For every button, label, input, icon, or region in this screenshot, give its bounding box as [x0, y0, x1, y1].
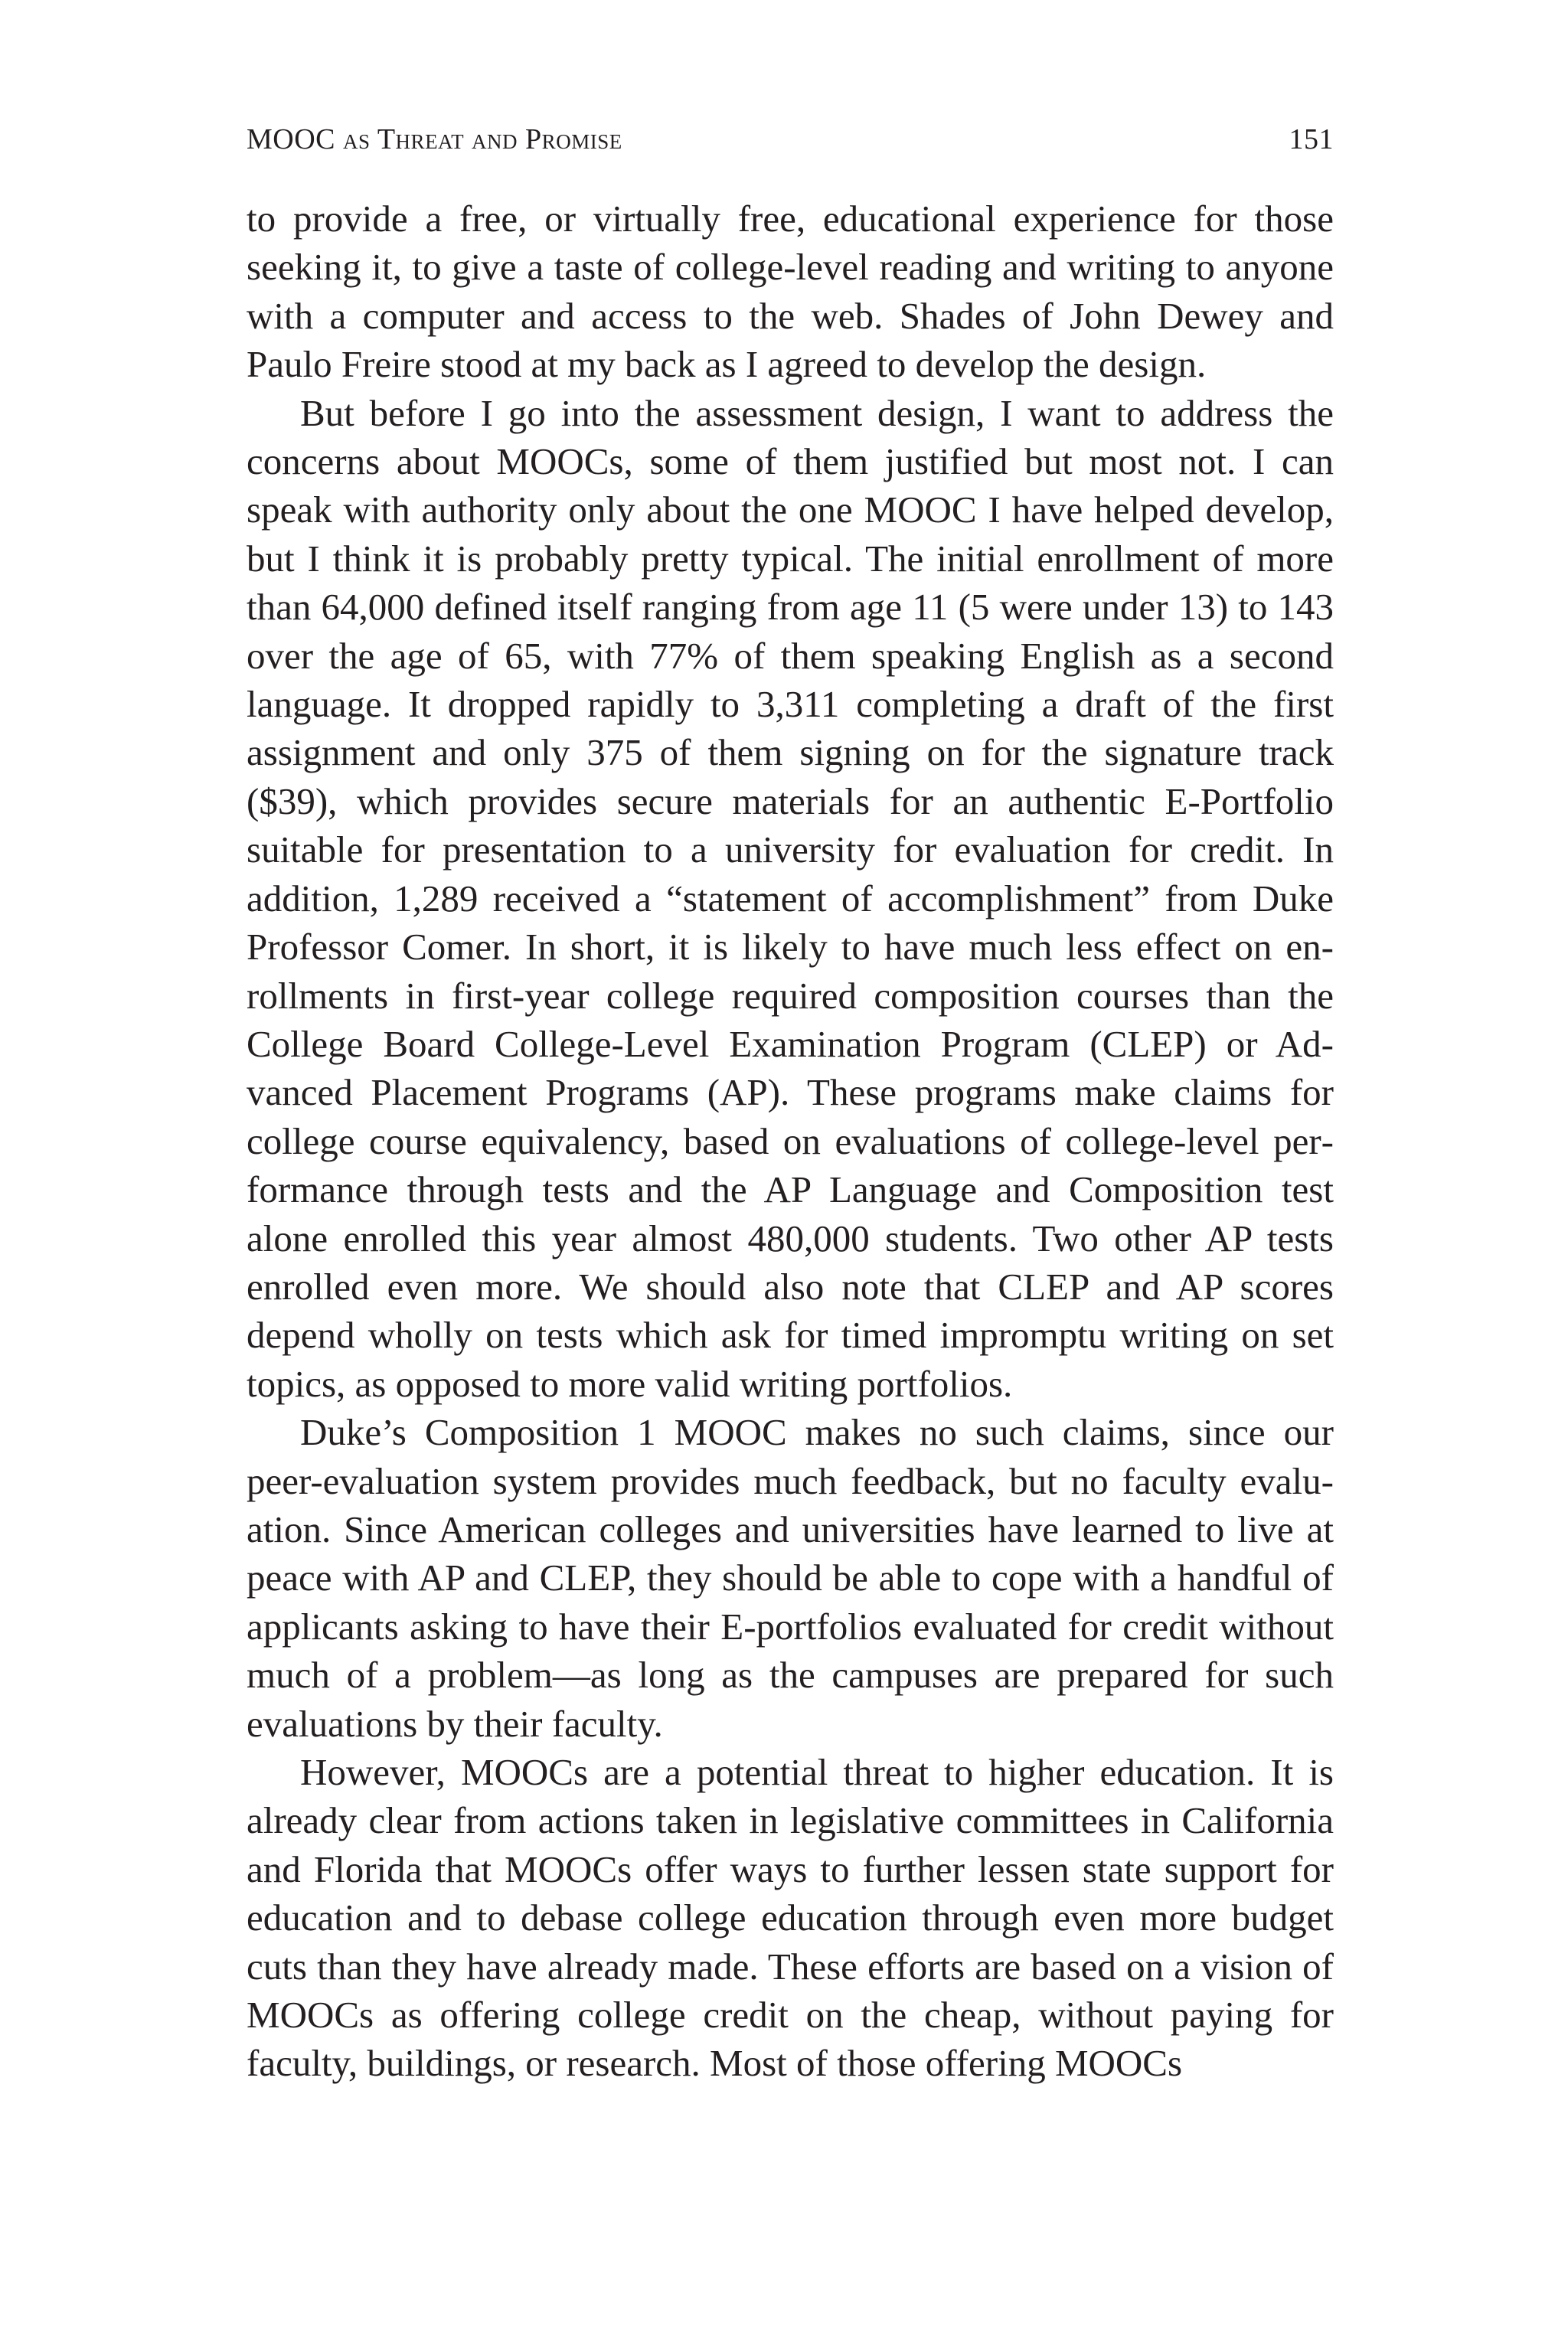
body-text [247, 194, 1334, 2088]
paragraph-mooc-threat: However, MOOCs are a potential threat to higher education. It is already clear from actions taken in legislative committees in California and Florida that MOOCs offer ways to further lessen state support for education and to debase college education through even more budget cuts than they have already made. These efforts are based on a vision of MOOCs as offering college credit on the cheap, without paying for faculty, buildings, or research. Most of those offering MOOCs [247, 1751, 1334, 2085]
paragraph-duke-composition: Duke’s Composition 1 MOOC makes no such claims, since our peer-evaluation system provides much feedback, but no faculty evaluation. Since American colleges and universities have learned to live at peace with AP and CLEP, they should be able to cope with a handful of applicants asking to have their E-portfolios evaluated for credit without much of a problem—as long as the campuses are prepared for such evaluations by their faculty. [247, 1411, 1334, 1745]
running-head [247, 121, 1334, 158]
running-title: MOOC as Threat and Promise [247, 123, 622, 155]
book-page [247, 121, 1334, 2088]
paragraph-mooc-concerns: But before I go into the assessment design, I want to address the concerns about MOOCs, some of them justified but most not. I can speak with authority only about the one MOOC I have helped develop, but I think it is probably pretty typical. The initial enrollment of more than 64,000 defined itself ranging from age 11 (5 were under 13) to 143 over the age of 65, with 77% of them speaking English as a second language. It dropped rapidly to 3,311 completing a draft of the first assignment and only 375 of them signing on for the signature track ($39), which provides secure materials for an authentic E-Portfolio suitable for presentation to a university for evaluation for credit. In addition, 1,289 received a “statement of accomplishment” from Duke Professor Comer. In short, it is likely to have much less effect on enrollments in first-year college required composition courses than the College Board College-Level Examination Program (CLEP) or Advanced Placement Programs (AP). These programs make claims for college course equivalency, based on evaluations of college-level performance through tests and the AP Language and Composition test alone enrolled this year almost 480,000 students. Two other AP tests enrolled even more. We should also note that CLEP and AP scores depend wholly on tests which ask for timed impromptu writing on set topics, as opposed to more valid writing portfolios. [247, 391, 1334, 1405]
page-number: 151 [1289, 123, 1334, 155]
paragraph-continued: to provide a free, or virtually free, educational experience for those seeking it, to give a taste of college-level reading and writing to anyone with a computer and access to the web. Shades of John Dewey and Paulo Freire stood at my back as I agreed to develop the design. [247, 198, 1334, 386]
